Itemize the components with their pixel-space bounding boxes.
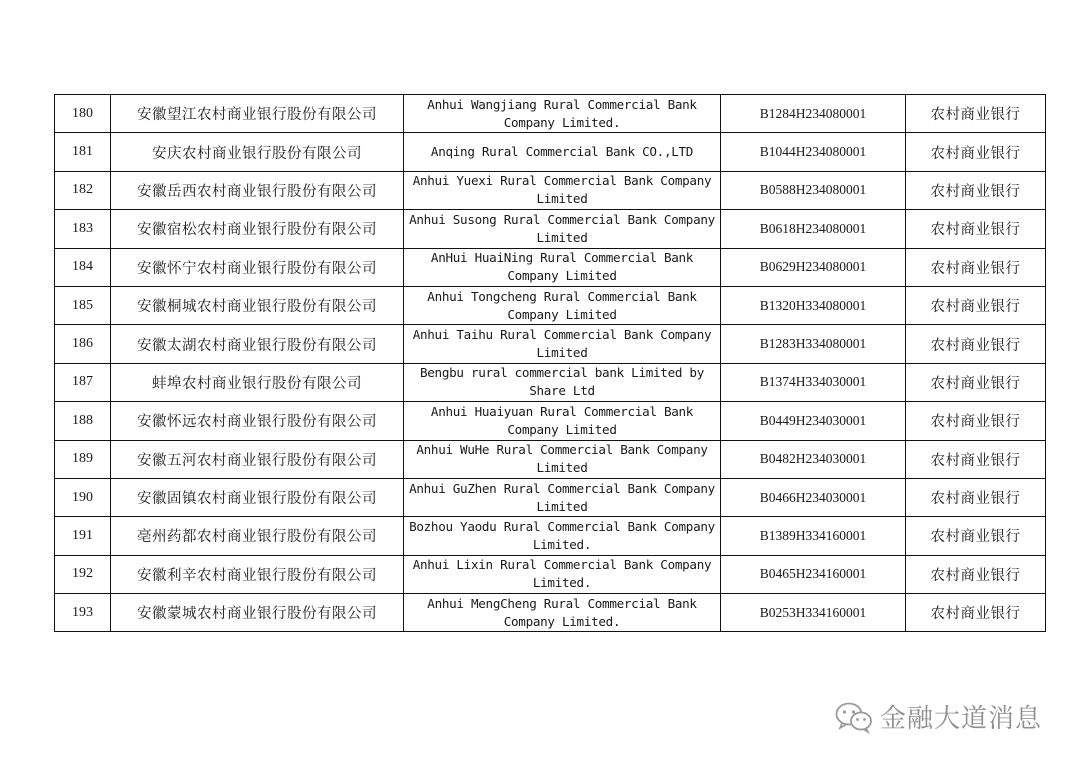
row-number: 180 — [55, 95, 111, 133]
institution-code: B1283H334080001 — [721, 325, 906, 363]
institution-code: B1320H334080001 — [721, 286, 906, 324]
institution-type: 农村商业银行 — [906, 325, 1046, 363]
bank-name-en: Anhui Tongcheng Rural Commercial Bank Company Limited — [404, 286, 721, 324]
bank-name-en: Anhui Lixin Rural Commercial Bank Company Limited. — [404, 555, 721, 593]
row-number: 186 — [55, 325, 111, 363]
institution-type: 农村商业银行 — [906, 95, 1046, 133]
institution-code: B0629H234080001 — [721, 248, 906, 286]
row-number: 181 — [55, 133, 111, 171]
bank-name-en: Anqing Rural Commercial Bank CO.,LTD — [404, 133, 721, 171]
bank-name-cn: 安庆农村商业银行股份有限公司 — [111, 133, 404, 171]
institution-code: B1374H334030001 — [721, 363, 906, 401]
bank-name-cn: 亳州药都农村商业银行股份有限公司 — [111, 517, 404, 555]
bank-name-en: AnHui HuaiNing Rural Commercial Bank Company Limited — [404, 248, 721, 286]
wechat-icon — [834, 700, 874, 734]
institution-code: B0618H234080001 — [721, 210, 906, 248]
bank-name-cn: 安徽怀远农村商业银行股份有限公司 — [111, 402, 404, 440]
row-number: 182 — [55, 171, 111, 209]
table-row — [55, 171, 1046, 209]
institution-type: 农村商业银行 — [906, 286, 1046, 324]
row-number: 187 — [55, 363, 111, 401]
bank-name-cn: 安徽桐城农村商业银行股份有限公司 — [111, 286, 404, 324]
bank-name-cn: 安徽宿松农村商业银行股份有限公司 — [111, 210, 404, 248]
institution-type: 农村商业银行 — [906, 363, 1046, 401]
table-row — [55, 133, 1046, 171]
bank-name-cn: 安徽太湖农村商业银行股份有限公司 — [111, 325, 404, 363]
bank-name-cn: 安徽岳西农村商业银行股份有限公司 — [111, 171, 404, 209]
bank-name-cn: 安徽蒙城农村商业银行股份有限公司 — [111, 594, 404, 632]
institution-type: 农村商业银行 — [906, 171, 1046, 209]
institution-code: B0465H234160001 — [721, 555, 906, 593]
row-number: 193 — [55, 594, 111, 632]
watermark-text: 金融大道消息 — [880, 704, 1043, 734]
table-row — [55, 478, 1046, 516]
row-number: 188 — [55, 402, 111, 440]
table-row — [55, 440, 1046, 478]
institution-code: B0482H234030001 — [721, 440, 906, 478]
bank-name-en: Bengbu rural commercial bank Limited by Share Ltd — [404, 363, 721, 401]
table-row — [55, 594, 1046, 632]
row-number: 190 — [55, 478, 111, 516]
bank-registry-table — [54, 94, 1046, 632]
institution-code: B0253H334160001 — [721, 594, 906, 632]
institution-type: 农村商业银行 — [906, 133, 1046, 171]
institution-type: 农村商业银行 — [906, 440, 1046, 478]
table-row — [55, 248, 1046, 286]
institution-type: 农村商业银行 — [906, 248, 1046, 286]
institution-code: B0588H234080001 — [721, 171, 906, 209]
bank-name-cn: 安徽怀宁农村商业银行股份有限公司 — [111, 248, 404, 286]
table-row — [55, 210, 1046, 248]
institution-code: B0466H234030001 — [721, 478, 906, 516]
table-row — [55, 95, 1046, 133]
bank-name-en: Anhui WuHe Rural Commercial Bank Company Limited — [404, 440, 721, 478]
bank-name-en: Anhui Huaiyuan Rural Commercial Bank Company Limited — [404, 402, 721, 440]
bank-name-en: Anhui Susong Rural Commercial Bank Company Limited — [404, 210, 721, 248]
institution-type: 农村商业银行 — [906, 517, 1046, 555]
row-number: 192 — [55, 555, 111, 593]
row-number: 185 — [55, 286, 111, 324]
institution-type: 农村商业银行 — [906, 402, 1046, 440]
bank-name-en: Anhui Yuexi Rural Commercial Bank Company Limited — [404, 171, 721, 209]
table-row — [55, 517, 1046, 555]
bank-name-cn: 安徽固镇农村商业银行股份有限公司 — [111, 478, 404, 516]
bank-name-cn: 安徽利辛农村商业银行股份有限公司 — [111, 555, 404, 593]
row-number: 183 — [55, 210, 111, 248]
bank-name-cn: 安徽望江农村商业银行股份有限公司 — [111, 95, 404, 133]
bank-name-en: Anhui Taihu Rural Commercial Bank Company Limited — [404, 325, 721, 363]
bank-name-en: Anhui Wangjiang Rural Commercial Bank Company Limited. — [404, 95, 721, 133]
bank-name-en: Bozhou Yaodu Rural Commercial Bank Company Limited. — [404, 517, 721, 555]
institution-code: B1044H234080001 — [721, 133, 906, 171]
row-number: 189 — [55, 440, 111, 478]
bank-name-en: Anhui MengCheng Rural Commercial Bank Company Limited. — [404, 594, 721, 632]
row-number: 184 — [55, 248, 111, 286]
table-row — [55, 402, 1046, 440]
table-row — [55, 363, 1046, 401]
table-row — [55, 555, 1046, 593]
watermark — [834, 698, 1042, 735]
institution-type: 农村商业银行 — [906, 478, 1046, 516]
institution-type: 农村商业银行 — [906, 555, 1046, 593]
bank-name-cn: 安徽五河农村商业银行股份有限公司 — [111, 440, 404, 478]
institution-type: 农村商业银行 — [906, 594, 1046, 632]
table-body — [55, 95, 1046, 632]
row-number: 191 — [55, 517, 111, 555]
table-row — [55, 325, 1046, 363]
institution-code: B1389H334160001 — [721, 517, 906, 555]
institution-type: 农村商业银行 — [906, 210, 1046, 248]
bank-name-en: Anhui GuZhen Rural Commercial Bank Company Limited — [404, 478, 721, 516]
table-row — [55, 286, 1046, 324]
institution-code: B1284H234080001 — [721, 95, 906, 133]
institution-code: B0449H234030001 — [721, 402, 906, 440]
bank-name-cn: 蚌埠农村商业银行股份有限公司 — [111, 363, 404, 401]
